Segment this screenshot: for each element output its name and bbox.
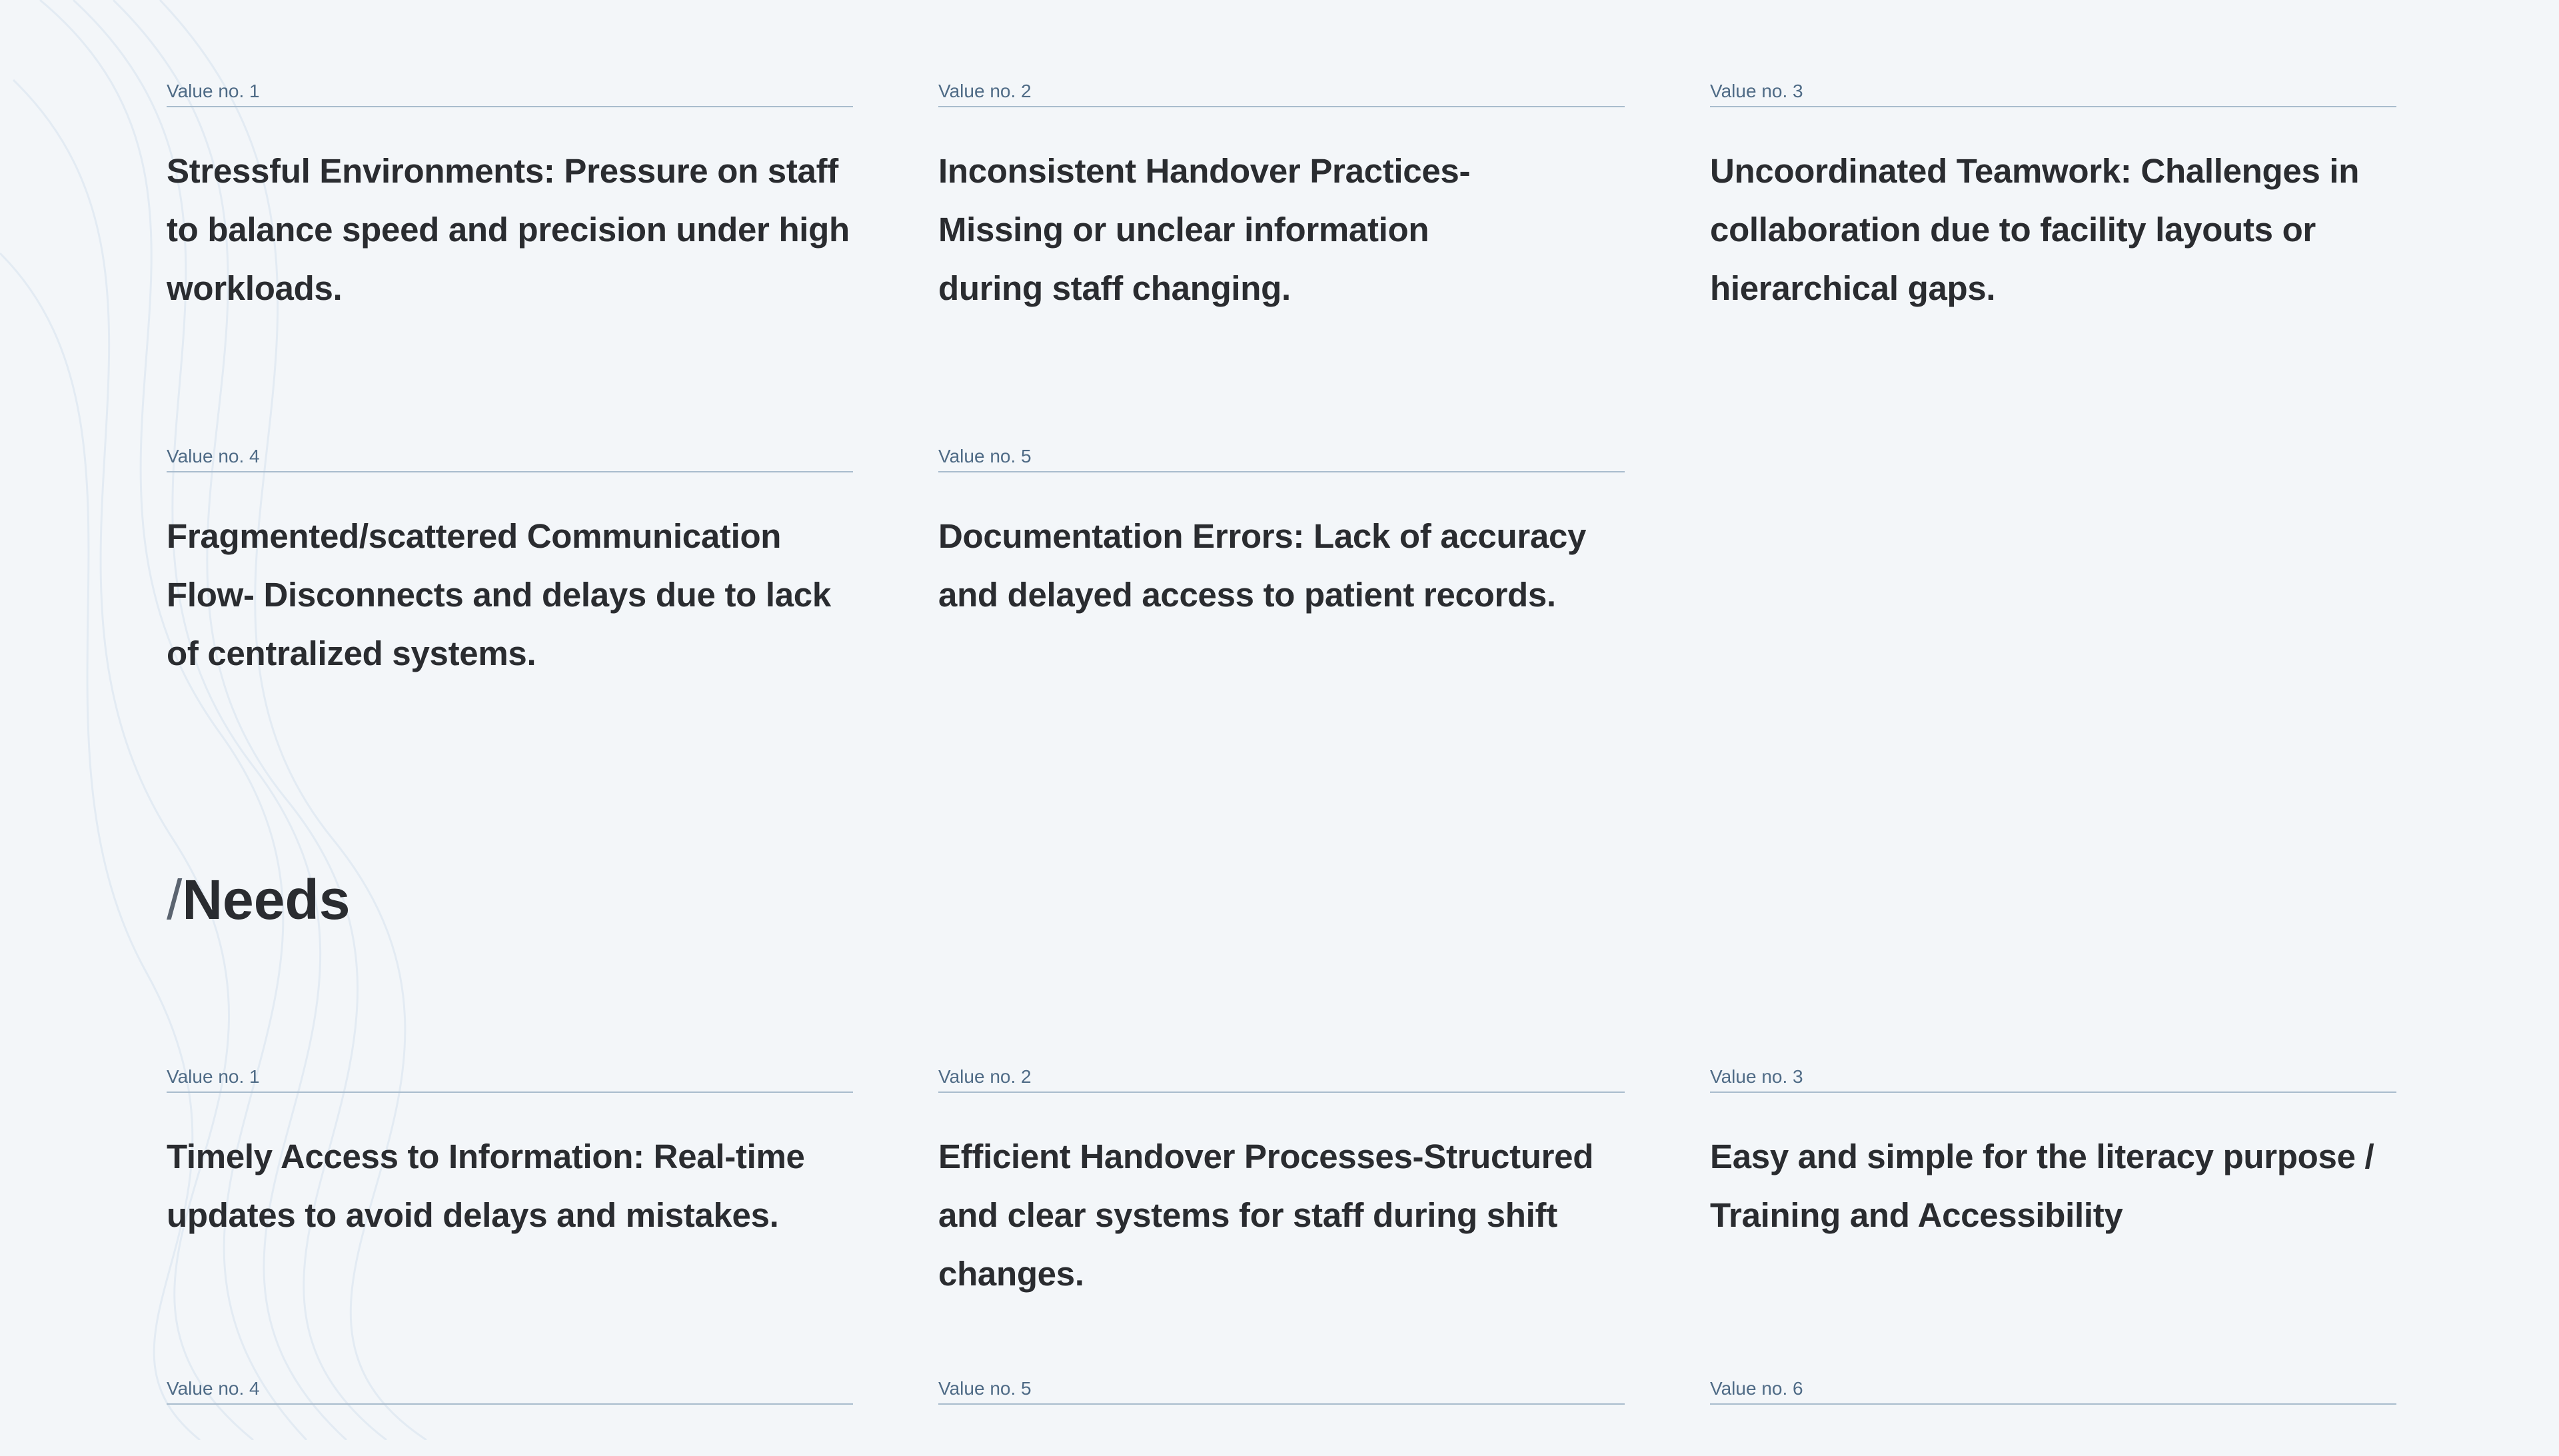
value-text: Easy and simple for the literacy purpose / Training and Accessibility: [1710, 1137, 2374, 1234]
value-text: Inconsistent Handover Practices- Missing or unclear information during staff changing.: [938, 152, 1471, 307]
need-card-3: [1710, 1064, 2396, 1376]
problem-card-5: [938, 444, 1625, 809]
value-label: Value no. 5: [938, 1376, 1625, 1405]
value-label: Value no. 3: [1710, 79, 2396, 107]
value-text: Fragmented/scattered Communication Flow- Disconnects and delays due to lack of centralized systems.: [167, 517, 831, 672]
value-label: Value no. 2: [938, 1064, 1625, 1093]
value-text: Efficient Handover Processes-Structured and clear systems for staff during shift changes.: [938, 1137, 1594, 1293]
value-text: Stressful Environments: Pressure on staff to balance speed and precision under high workloads.: [167, 152, 850, 307]
value-label: Value no. 5: [938, 444, 1625, 472]
value-label: Value no. 6: [1710, 1376, 2396, 1405]
value-label: Value no. 4: [167, 444, 853, 472]
value-text: Uncoordinated Teamwork: Challenges in collaboration due to facility layouts or hierarchical gaps.: [1710, 152, 2360, 307]
need-card-5: [938, 1376, 1625, 1456]
heading-slash: /: [167, 868, 183, 931]
need-card-6: [1710, 1376, 2396, 1456]
value-text: Timely Access to Information: Real-time updates to avoid delays and mistakes.: [167, 1137, 805, 1234]
value-text: Documentation Errors: Lack of accuracy and delayed access to patient records.: [938, 517, 1587, 614]
value-label: Value no. 1: [167, 1064, 853, 1093]
problems-grid: [167, 79, 2396, 809]
value-label: Value no. 3: [1710, 1064, 2396, 1093]
needs-grid: [167, 1064, 2396, 1376]
heading-text: Needs: [182, 868, 351, 931]
problem-card-1: [167, 79, 853, 444]
problem-card-3: [1710, 79, 2396, 444]
value-label: Value no. 2: [938, 79, 1625, 107]
value-label: Value no. 1: [167, 79, 853, 107]
need-card-4: [167, 1376, 853, 1456]
needs-grid-continued: [167, 1376, 2396, 1456]
value-label: Value no. 4: [167, 1376, 853, 1405]
need-card-1: [167, 1064, 853, 1376]
problem-card-4: [167, 444, 853, 809]
need-card-2: [938, 1064, 1625, 1376]
problem-card-2: [938, 79, 1625, 444]
needs-heading: [167, 863, 350, 936]
